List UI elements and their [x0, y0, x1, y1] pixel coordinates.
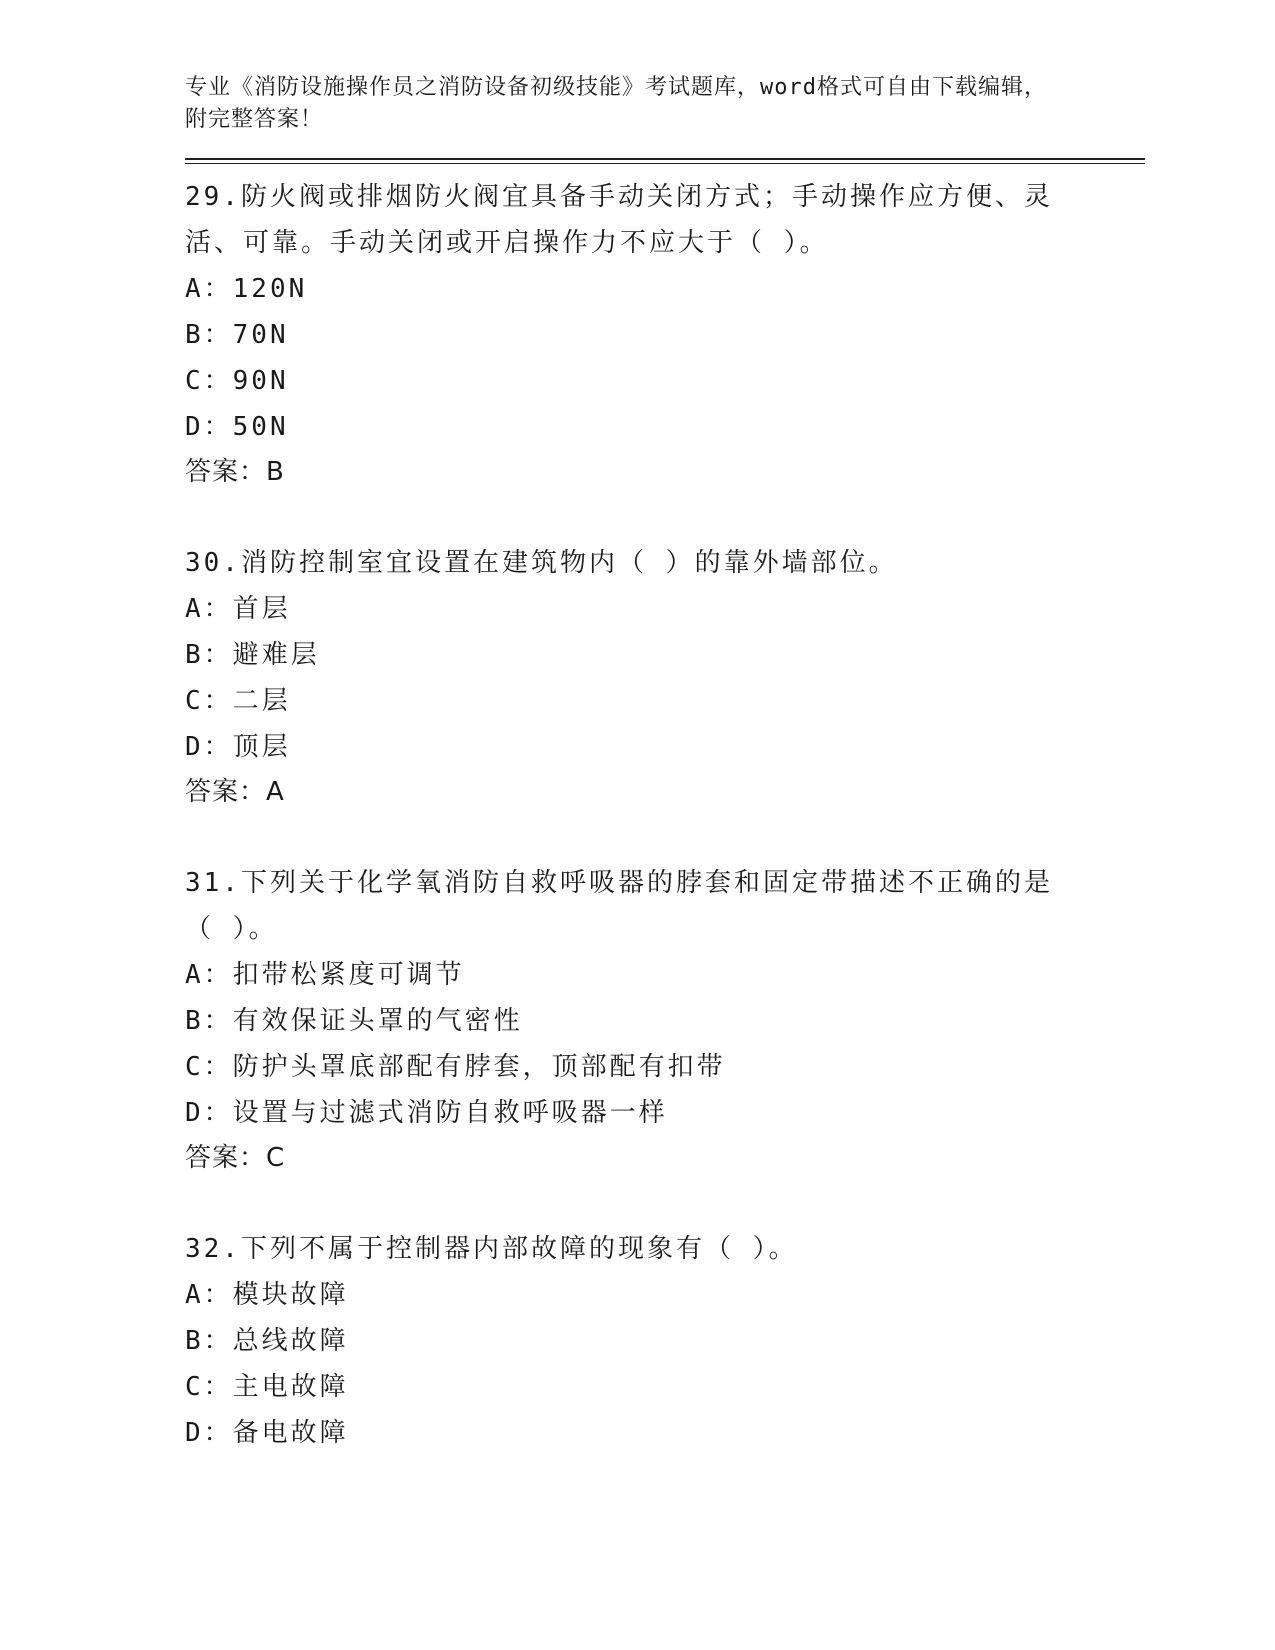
option-a: A：扣带松紧度可调节	[185, 960, 465, 990]
option-b: B：总线故障	[185, 1326, 349, 1356]
question-31	[185, 860, 1145, 1180]
option-a: A：模块故障	[185, 1280, 349, 1310]
option-b: B：有效保证头罩的气密性	[185, 1006, 523, 1036]
option-b: B：避难层	[185, 640, 320, 670]
question-29	[185, 174, 1145, 494]
option-c: C：90N	[185, 366, 289, 396]
option-d: D：50N	[185, 412, 289, 442]
question-stem: 31.下列关于化学氧消防自救呼吸器的脖套和固定带描述不正确的是（ ）。	[185, 868, 1053, 944]
divider-line-thick	[185, 158, 1145, 160]
question-32	[185, 1226, 1145, 1456]
option-c: C：主电故障	[185, 1372, 349, 1402]
option-a: A：首层	[185, 594, 291, 624]
answer: 答案：C	[185, 1143, 286, 1173]
answer: 答案：A	[185, 777, 285, 807]
option-b: B：70N	[185, 320, 289, 350]
option-c: C：防护头罩底部配有脖套，顶部配有扣带	[185, 1052, 726, 1082]
document-page	[185, 72, 1145, 1456]
question-stem: 30.消防控制室宜设置在建筑物内（ ）的靠外墙部位。	[185, 548, 898, 578]
option-d: D：设置与过滤式消防自救呼吸器一样	[185, 1098, 668, 1128]
question-30	[185, 540, 1145, 814]
answer: 答案：B	[185, 457, 285, 487]
question-stem: 29.防火阀或排烟防火阀宜具备手动关闭方式；手动操作应方便、灵活、可靠。手动关闭或开启操作力不应大于（ ）。	[185, 182, 1053, 258]
option-d: D：备电故障	[185, 1418, 349, 1448]
question-stem: 32.下列不属于控制器内部故障的现象有（ ）。	[185, 1234, 798, 1264]
document-header: 专业《消防设施操作员之消防设备初级技能》考试题库，word格式可自由下载编辑，附完整答案！	[185, 75, 1047, 132]
option-d: D：顶层	[185, 732, 291, 762]
option-c: C：二层	[185, 686, 291, 716]
option-a: A：120N	[185, 274, 308, 304]
